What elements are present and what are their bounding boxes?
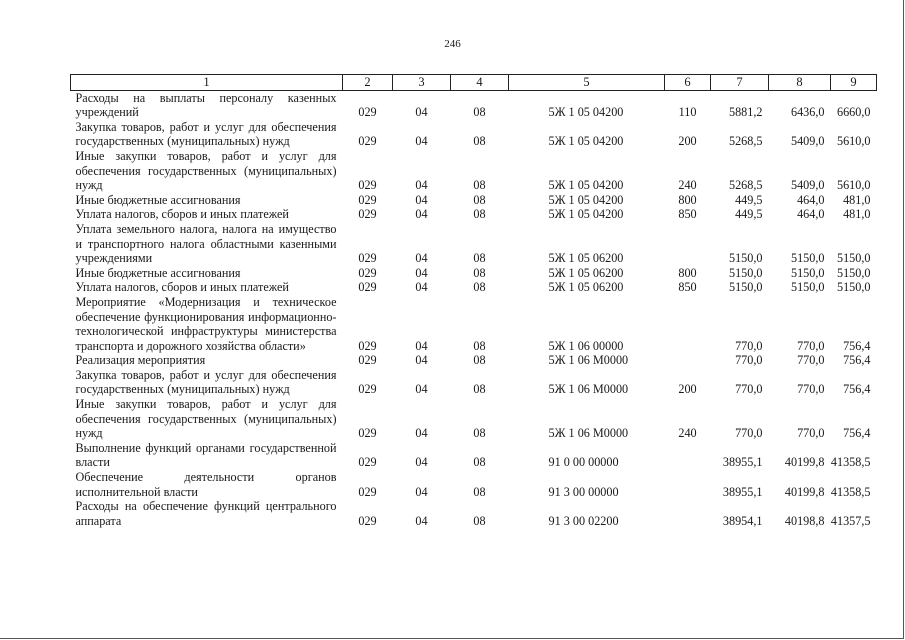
- table-row: [71, 222, 877, 266]
- cell-amount-year1: 770,0: [735, 338, 763, 353]
- cell-amount-year1: 5268,5: [728, 178, 763, 193]
- cell-ministry-code: 029: [358, 484, 377, 499]
- col-header-5: 5: [509, 75, 665, 91]
- cell-amount-year3: 481,0: [843, 207, 871, 222]
- cell-expense-type: [665, 222, 711, 266]
- cell-amount-year3: 5610,0: [836, 178, 871, 193]
- cell-expense-type: 200: [678, 382, 697, 397]
- cell-ministry-code: 029: [358, 105, 377, 120]
- cell-section: 04: [415, 178, 428, 193]
- cell-ministry-code: 029: [358, 382, 377, 397]
- cell-amount-year2: 5409,0: [790, 134, 825, 149]
- cell-description: Расходы на выплаты персоналу казенных учреждений: [75, 90, 337, 120]
- cell-expense-type: 850: [678, 280, 697, 295]
- cell-target-article: 91 3 00 00000: [548, 484, 619, 499]
- cell-section: 04: [415, 455, 428, 470]
- cell-subsection: 08: [473, 382, 486, 397]
- cell-description: Закупка товаров, работ и услуг для обеспечения государственных (муниципальных) нужд: [75, 119, 337, 149]
- budget-table: [70, 74, 877, 528]
- cell-expense-type: [665, 499, 711, 528]
- cell-target-article: 5Ж 1 05 04200: [548, 178, 624, 193]
- cell-amount-year3: 41358,5: [830, 455, 871, 470]
- cell-subsection: 08: [473, 207, 486, 222]
- cell-ministry-code: 029: [358, 134, 377, 149]
- cell-amount-year2: 770,0: [797, 338, 825, 353]
- cell-amount-year2: 6436,0: [790, 105, 825, 120]
- table-body: [71, 90, 877, 528]
- cell-ministry-code: 029: [358, 338, 377, 353]
- table-row: [71, 353, 877, 368]
- cell-ministry-code: 029: [358, 280, 377, 295]
- cell-description: Иные бюджетные ассигнования: [75, 192, 241, 207]
- cell-description: Уплата налогов, сборов и иных платежей: [75, 207, 289, 222]
- col-header-9: 9: [831, 75, 877, 91]
- cell-description: Иные бюджетные ассигнования: [75, 265, 241, 280]
- cell-description: Закупка товаров, работ и услуг для обеспечения государственных (муниципальных) нужд: [75, 367, 337, 397]
- cell-ministry-code: 029: [358, 178, 377, 193]
- cell-subsection: 08: [473, 455, 486, 470]
- cell-description: Уплата налогов, сборов и иных платежей: [75, 280, 289, 295]
- cell-target-article: 5Ж 1 05 04200: [548, 134, 624, 149]
- cell-target-article: 5Ж 1 05 06200: [548, 251, 624, 266]
- cell-section: 04: [415, 353, 428, 368]
- cell-target-article: 5Ж 1 05 06200: [548, 280, 624, 295]
- table-row: [71, 280, 877, 295]
- cell-expense-type: [665, 295, 711, 353]
- col-header-1: 1: [71, 75, 343, 91]
- cell-description: Выполнение функций органами государственной власти: [75, 440, 337, 470]
- cell-amount-year1: 449,5: [735, 207, 763, 222]
- cell-amount-year2: 5150,0: [790, 265, 825, 280]
- table-row: [71, 207, 877, 222]
- cell-subsection: 08: [473, 513, 486, 528]
- cell-section: 04: [415, 192, 428, 207]
- cell-subsection: 08: [473, 265, 486, 280]
- cell-amount-year1: 5881,2: [728, 105, 763, 120]
- table-row: [71, 149, 877, 193]
- cell-amount-year3: 756,4: [843, 382, 871, 397]
- cell-expense-type: [665, 353, 711, 368]
- cell-ministry-code: 029: [358, 513, 377, 528]
- table-row: [71, 397, 877, 441]
- cell-amount-year2: 464,0: [797, 207, 825, 222]
- table-row: [71, 441, 877, 470]
- cell-amount-year2: 5409,0: [790, 178, 825, 193]
- cell-amount-year1: 449,5: [735, 192, 763, 207]
- cell-amount-year3: 756,4: [843, 426, 871, 441]
- cell-amount-year3: 5610,0: [836, 134, 871, 149]
- col-header-7: 7: [711, 75, 769, 91]
- cell-target-article: 5Ж 1 06 00000: [548, 338, 624, 353]
- cell-description: Иные закупки товаров, работ и услуг для обеспечения государственных (муниципальных) нужд: [75, 148, 337, 193]
- cell-target-article: 5Ж 1 05 06200: [548, 265, 624, 280]
- cell-target-article: 91 3 00 02200: [548, 513, 619, 528]
- cell-description: Расходы на обеспечение функций центрального аппарата: [75, 499, 337, 528]
- cell-amount-year1: 770,0: [735, 382, 763, 397]
- cell-section: 04: [415, 338, 428, 353]
- col-header-6: 6: [665, 75, 711, 91]
- cell-section: 04: [415, 513, 428, 528]
- cell-expense-type: 110: [678, 105, 697, 120]
- cell-amount-year1: 5268,5: [728, 134, 763, 149]
- page-number: 246: [444, 38, 461, 50]
- cell-section: 04: [415, 134, 428, 149]
- cell-expense-type: 240: [678, 178, 697, 193]
- table-header-row: [71, 75, 877, 91]
- table-row: [71, 295, 877, 353]
- cell-target-article: 5Ж 1 06 М0000: [548, 382, 629, 397]
- cell-subsection: 08: [473, 353, 486, 368]
- cell-amount-year3: 6660,0: [836, 105, 871, 120]
- cell-expense-type: 800: [678, 192, 697, 207]
- cell-amount-year2: 5150,0: [790, 251, 825, 266]
- cell-description: Уплата земельного налога, налога на имущество и транспортного налога областными казенными учреждениями: [75, 221, 337, 266]
- cell-subsection: 08: [473, 280, 486, 295]
- cell-amount-year1: 770,0: [735, 426, 763, 441]
- cell-subsection: 08: [473, 338, 486, 353]
- col-header-3: 3: [393, 75, 451, 91]
- cell-amount-year2: 464,0: [797, 192, 825, 207]
- cell-amount-year1: 5150,0: [728, 280, 763, 295]
- cell-target-article: 5Ж 1 05 04200: [548, 105, 624, 120]
- cell-amount-year3: 481,0: [843, 192, 871, 207]
- cell-subsection: 08: [473, 178, 486, 193]
- cell-ministry-code: 029: [358, 455, 377, 470]
- table-row: [71, 120, 877, 149]
- cell-amount-year2: 40198,8: [784, 513, 825, 528]
- cell-description: Реализация мероприятия: [75, 353, 206, 368]
- cell-amount-year1: 38954,1: [722, 513, 763, 528]
- table-row: [71, 90, 877, 120]
- cell-section: 04: [415, 105, 428, 120]
- cell-amount-year3: 41357,5: [830, 513, 871, 528]
- cell-subsection: 08: [473, 192, 486, 207]
- cell-description: Иные закупки товаров, работ и услуг для обеспечения государственных (муниципальных) нужд: [75, 397, 337, 441]
- cell-section: 04: [415, 265, 428, 280]
- cell-amount-year1: 38955,1: [722, 455, 763, 470]
- cell-section: 04: [415, 426, 428, 441]
- cell-amount-year1: 770,0: [735, 353, 763, 368]
- cell-amount-year1: 38955,1: [722, 484, 763, 499]
- cell-amount-year1: 5150,0: [728, 251, 763, 266]
- table-row: [71, 499, 877, 528]
- cell-amount-year2: 40199,8: [784, 484, 825, 499]
- cell-section: 04: [415, 251, 428, 266]
- cell-target-article: 5Ж 1 05 04200: [548, 207, 624, 222]
- cell-amount-year1: 5150,0: [728, 265, 763, 280]
- cell-amount-year3: 756,4: [843, 338, 871, 353]
- cell-description: Обеспечение деятельности органов исполнительной власти: [75, 470, 337, 499]
- cell-ministry-code: 029: [358, 353, 377, 368]
- col-header-8: 8: [769, 75, 831, 91]
- cell-subsection: 08: [473, 484, 486, 499]
- cell-target-article: 5Ж 1 06 М0000: [548, 426, 629, 441]
- table-row: [71, 266, 877, 281]
- cell-section: 04: [415, 484, 428, 499]
- cell-amount-year3: 5150,0: [836, 280, 871, 295]
- col-header-2: 2: [343, 75, 393, 91]
- cell-subsection: 08: [473, 134, 486, 149]
- cell-amount-year2: 770,0: [797, 353, 825, 368]
- cell-amount-year3: 41358,5: [830, 484, 871, 499]
- cell-ministry-code: 029: [358, 251, 377, 266]
- cell-section: 04: [415, 207, 428, 222]
- cell-subsection: 08: [473, 251, 486, 266]
- cell-amount-year2: 770,0: [797, 382, 825, 397]
- cell-expense-type: 200: [678, 134, 697, 149]
- cell-expense-type: [665, 441, 711, 470]
- cell-subsection: 08: [473, 105, 486, 120]
- cell-amount-year2: 40199,8: [784, 455, 825, 470]
- cell-expense-type: 850: [678, 207, 697, 222]
- table-row: [71, 193, 877, 208]
- cell-description: Мероприятие «Модернизация и техническое обеспечение функционирования информационно-технологической инфраструктуры министерства транспорта и дорожного хозяйства области»: [75, 294, 337, 353]
- cell-amount-year3: 756,4: [843, 353, 871, 368]
- table-row: [71, 470, 877, 499]
- col-header-4: 4: [451, 75, 509, 91]
- cell-section: 04: [415, 280, 428, 295]
- cell-expense-type: [665, 470, 711, 499]
- cell-target-article: 91 0 00 00000: [548, 455, 619, 470]
- cell-ministry-code: 029: [358, 192, 377, 207]
- cell-ministry-code: 029: [358, 265, 377, 280]
- cell-amount-year3: 5150,0: [836, 265, 871, 280]
- table-row: [71, 368, 877, 397]
- cell-expense-type: 800: [678, 265, 697, 280]
- cell-subsection: 08: [473, 426, 486, 441]
- cell-amount-year3: 5150,0: [836, 251, 871, 266]
- cell-amount-year2: 770,0: [797, 426, 825, 441]
- cell-target-article: 5Ж 1 06 М0000: [548, 353, 629, 368]
- cell-section: 04: [415, 382, 428, 397]
- cell-ministry-code: 029: [358, 426, 377, 441]
- cell-expense-type: 240: [678, 426, 697, 441]
- cell-target-article: 5Ж 1 05 04200: [548, 192, 624, 207]
- cell-amount-year2: 5150,0: [790, 280, 825, 295]
- cell-ministry-code: 029: [358, 207, 377, 222]
